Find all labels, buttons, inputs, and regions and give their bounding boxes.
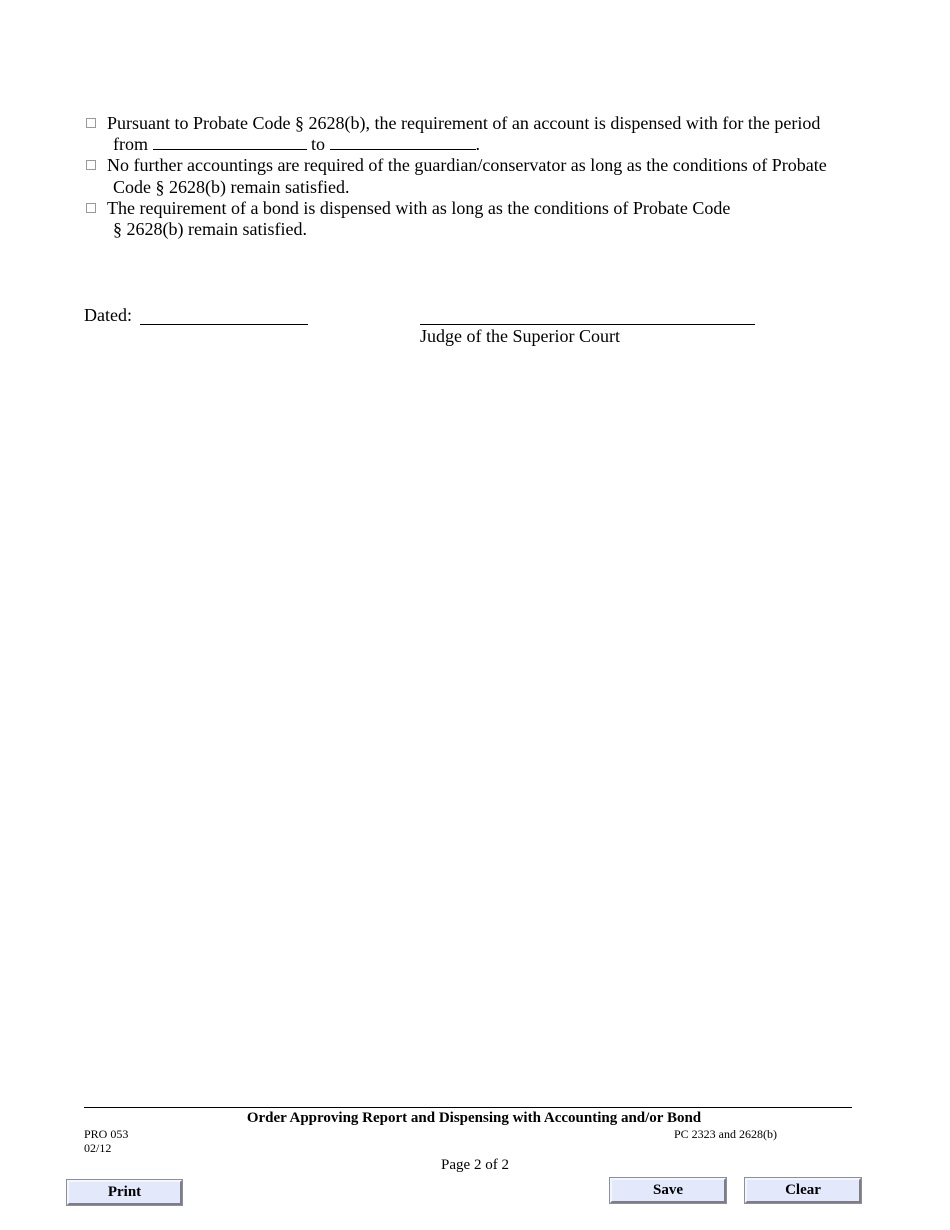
code-reference: PC 2323 and 2628(b) bbox=[674, 1127, 777, 1141]
account-period-line bbox=[113, 134, 480, 155]
form-date: 02/12 bbox=[84, 1141, 112, 1155]
period-end-punct: . bbox=[475, 134, 481, 154]
no-further-accountings-text-line2: Code § 2628(b) remain satisfied. bbox=[113, 177, 350, 197]
no-further-accountings-checkbox[interactable] bbox=[86, 160, 96, 170]
bond-dispensed-text-line1: The requirement of a bond is dispensed with as long as the conditions of Probate Code bbox=[107, 198, 731, 218]
page-number: Page 2 of 2 bbox=[441, 1157, 509, 1173]
judge-caption: Judge of the Superior Court bbox=[420, 326, 620, 346]
judge-signature-line bbox=[420, 324, 755, 325]
save-button[interactable]: Save bbox=[610, 1178, 726, 1203]
account-dispensed-text: Pursuant to Probate Code § 2628(b), the requirement of an account is dispensed with for the period bbox=[107, 113, 821, 133]
footer-rule bbox=[84, 1107, 852, 1108]
footer-title: Order Approving Report and Dispensing with Accounting and/or Bond bbox=[246, 1110, 702, 1126]
from-label: from bbox=[113, 134, 148, 154]
to-label: to bbox=[311, 134, 326, 154]
clear-button[interactable]: Clear bbox=[745, 1178, 861, 1203]
print-button[interactable]: Print bbox=[67, 1180, 182, 1205]
period-from-field[interactable] bbox=[153, 134, 307, 150]
dated-field[interactable] bbox=[140, 307, 308, 325]
period-to-field[interactable] bbox=[330, 134, 476, 150]
no-further-accountings-text-line1: No further accountings are required of the guardian/conservator as long as the conditions of Probate bbox=[107, 155, 827, 175]
bond-dispensed-checkbox[interactable] bbox=[86, 203, 96, 213]
dated-label: Dated: bbox=[84, 305, 132, 325]
form-number: PRO 053 bbox=[84, 1127, 129, 1141]
bond-dispensed-text-line2: § 2628(b) remain satisfied. bbox=[113, 219, 307, 239]
account-dispensed-checkbox[interactable] bbox=[86, 118, 96, 128]
